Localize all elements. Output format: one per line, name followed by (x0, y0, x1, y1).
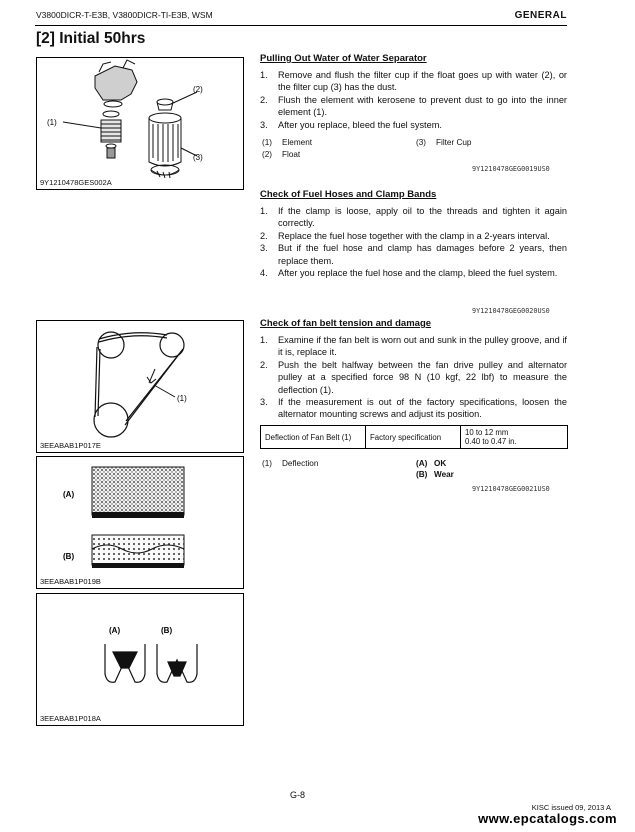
heading-water-separator: Pulling Out Water of Water Separator (260, 53, 427, 64)
figure-callout-3: (3) (193, 153, 203, 162)
figure-callout-2: (2) (193, 85, 203, 94)
step-item: 1. Examine if the fan belt is worn out and sunk in the pulley groove, and if it is, replace it. (260, 335, 567, 358)
spec-value: 10 to 12 mm 0.40 to 0.47 in. (461, 426, 568, 449)
heading-fan-belt: Check of fan belt tension and damage (260, 318, 432, 329)
doc-code: 9Y1210478GEG0019US0 (472, 165, 550, 173)
water-separator-illustration (37, 58, 243, 189)
steps-fuel-hoses (260, 205, 567, 279)
legend-water-separator: (1) Element (3) Filter Cup (2) Float (262, 138, 472, 159)
figure-code: 3EEABAB1P018A (40, 714, 101, 723)
groove-label-a: (A) (109, 626, 121, 635)
heading-fuel-hoses: Check of Fuel Hoses and Clamp Bands (260, 189, 437, 200)
figure-code: 3EEABAB1P017E (40, 441, 101, 450)
figure-belt-groove (36, 593, 244, 726)
step-item: 3. But if the fuel hose and clamp has damages before 2 years, then replace them. (260, 243, 567, 266)
legend-fan-belt: (1) Deflection (A) OK (B) Wear (262, 459, 454, 479)
step-item: 1. If the clamp is loose, apply oil to the threads and tighten it again correctly. (260, 206, 567, 229)
step-item: 3. After you replace, bleed the fuel system. (260, 119, 442, 130)
section-header: GENERAL (514, 10, 567, 21)
wear-label-a: (A) (63, 490, 75, 499)
step-item: 3. If the measurement is out of the factory specifications, loosen the alternator mounting screws and adjust its position. (260, 397, 567, 420)
wear-label-b: (B) (63, 552, 75, 561)
figure-belt-wear (36, 456, 244, 589)
steps-water-separator (260, 69, 567, 131)
belt-wear-illustration (37, 457, 243, 588)
step-item: 2. Replace the fuel hose together with the clamp in a 2-years interval. (260, 230, 550, 241)
belt-callout-1: (1) (177, 394, 187, 403)
issue-note: KISC issued 09, 2013 A (531, 803, 611, 812)
figure-water-separator (36, 57, 244, 190)
spec-table (260, 425, 568, 449)
fan-belt-illustration (37, 321, 243, 452)
spec-type: Factory specification (366, 426, 461, 449)
page-number: G-8 (290, 790, 306, 800)
manual-model-header: V3800DICR-T-E3B, V3800DICR-TI-E3B, WSM (36, 10, 213, 20)
step-item: 2. Flush the element with kerosene to prevent dust to go into the inner element (1). (260, 94, 567, 118)
figure-code: 3EEABAB1P019B (40, 577, 101, 586)
steps-fan-belt (260, 334, 567, 421)
header-rule (35, 25, 567, 26)
watermark-site: www.epcatalogs.com (478, 811, 617, 826)
step-item: 4. After you replace the fuel hose and the clamp, bleed the fuel system. (260, 268, 558, 279)
figure-code: 9Y1210478GES002A (40, 178, 112, 187)
step-item: 1. Remove and flush the filter cup if the float goes up with water (2), or the filter cup (3) has the dust. (260, 70, 567, 93)
belt-groove-illustration (37, 594, 243, 725)
spec-item: Deflection of Fan Belt (1) (261, 426, 366, 449)
figure-callout-1: (1) (47, 118, 57, 127)
figure-fan-belt (36, 320, 244, 453)
groove-label-b: (B) (161, 626, 173, 635)
page-title: [2] Initial 50hrs (36, 30, 146, 47)
doc-code: 9Y1210478GEG0020US0 (472, 307, 550, 315)
step-item: 2. Push the belt halfway between the fan drive pulley and alternator pulley at a specified force 98 N (10 kgf, 22 lbf) to measure the deflection (1). (260, 359, 567, 395)
doc-code: 9Y1210478GEG0021US0 (472, 485, 550, 493)
